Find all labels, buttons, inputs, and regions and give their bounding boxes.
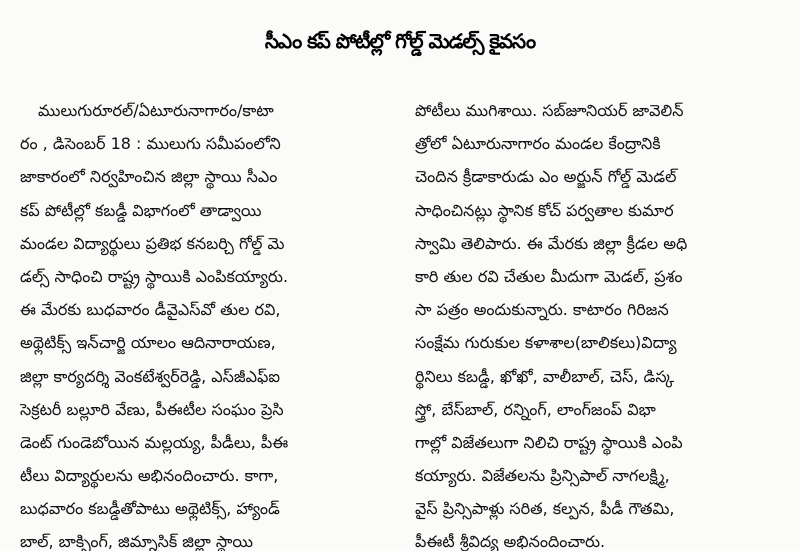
text-line: సా పత్రం అందుకున్నారు. కాటారం గిరిజన xyxy=(415,300,669,320)
text-line: మండల విద్యార్థులు ప్రతిభ కనబర్చి గోల్డ్ మె xyxy=(20,233,285,253)
text-line: బుధవారం కబడ్డీతోపాటు అథ్లెటిక్స్, హ్యాండ్ xyxy=(20,499,280,519)
article-body xyxy=(20,94,792,551)
text-line: పీఈటీ శ్రీవిద్య అభినందించారు. xyxy=(415,532,606,551)
text-line: సెక్రటరీ బల్లూరి వేణు, పీఈటీల సంఘం ప్రెసి xyxy=(20,399,284,419)
text-line: ఈ మేరకు బుధవారం డీవైఎస్‌వో తుల రవి, xyxy=(20,300,281,320)
left-column xyxy=(20,94,398,551)
text-line: వైస్ ప్రిన్సిపాళ్లు సరిత, కల్పన, పీడీ గౌతమి, xyxy=(415,499,675,519)
text-line: డెంట్ గుండెబోయిన మల్లయ్య, పీడీలు, పీఈ xyxy=(20,432,289,452)
text-line: కయ్యారు. విజేతలను ప్రిన్సిపాల్ నాగలక్ష్మి, xyxy=(415,466,670,486)
text-line: రం , డిసెంబర్ 18 : ములుగు సమీపంలోని xyxy=(20,134,281,154)
text-line: స్త్రో, బేస్‌బాల్, రన్నింగ్, లాంగ్‌జంప్ విభా xyxy=(415,399,656,419)
text-line: ములుగురూరల్/ఏటూరునాగారం/కాటా xyxy=(38,101,274,120)
text-line: టీలు విద్యార్థులను అభినందించారు. కాగా, xyxy=(20,466,279,486)
text-line: సాధించినట్లు స్థానిక కోచ్ పర్వతాల కుమార xyxy=(415,200,674,220)
text-line: త్రోలో ఏటూరునాగారం మండల కేంద్రానికి xyxy=(415,134,661,154)
text-line: డల్స్ సాధించి రాష్ట్ర స్థాయికి ఎంపికయ్యారు. xyxy=(20,266,289,286)
right-column xyxy=(415,94,793,551)
text-line: కారి తుల రవి చేతుల మీదుగా మెడల్, ప్రశం xyxy=(415,266,683,286)
text-line: చెందిన క్రీడాకారుడు ఎం అర్జున్ గోల్డ్ మెడల్ xyxy=(415,167,677,187)
text-line: బాల్, బాక్సింగ్, జిమ్నాసిక్ జిల్లా స్థాయి xyxy=(20,532,253,551)
headline: సీఎం కప్ పోటీల్లో గోల్డ్ మెడల్స్ కైవసం xyxy=(264,28,536,53)
text-line: జిల్లా కార్యదర్శి వెంకటేశ్వర్‌రెడ్డి, ఎస్‌జీఎఫ్‌ఐ xyxy=(20,366,280,386)
text-line: గాల్లో విజేతలుగా నిలిచి రాష్ట్ర స్థాయికి ఎంపి xyxy=(415,432,683,452)
text-line: ర్థినిలు కబడ్డీ, ఖోఖో, వాలీబాల్, చెస్, డిస్క xyxy=(415,366,675,386)
text-line: స్వామి తెలిపారు. ఈ మేరకు జిల్లా క్రీడల అధి xyxy=(415,233,688,253)
text-line: అథ్లెటిక్స్ ఇన్‌చార్జి యాలం ఆదినారాయణ, xyxy=(20,333,276,353)
text-line: జాకారంలో నిర్వహించిన జిల్లా స్థాయి సీఎం xyxy=(20,167,278,187)
text-line: పోటీలు ముగిశాయి. సబ్‌జూనియర్ జావెలిన్ xyxy=(415,101,684,120)
text-line: సంక్షేమ గురుకుల కళాశాల(బాలికలు)విద్యా xyxy=(415,333,677,353)
text-line: కప్ పోటీల్లో కబడ్డీ విభాగంలో తాడ్వాయి xyxy=(20,200,262,220)
